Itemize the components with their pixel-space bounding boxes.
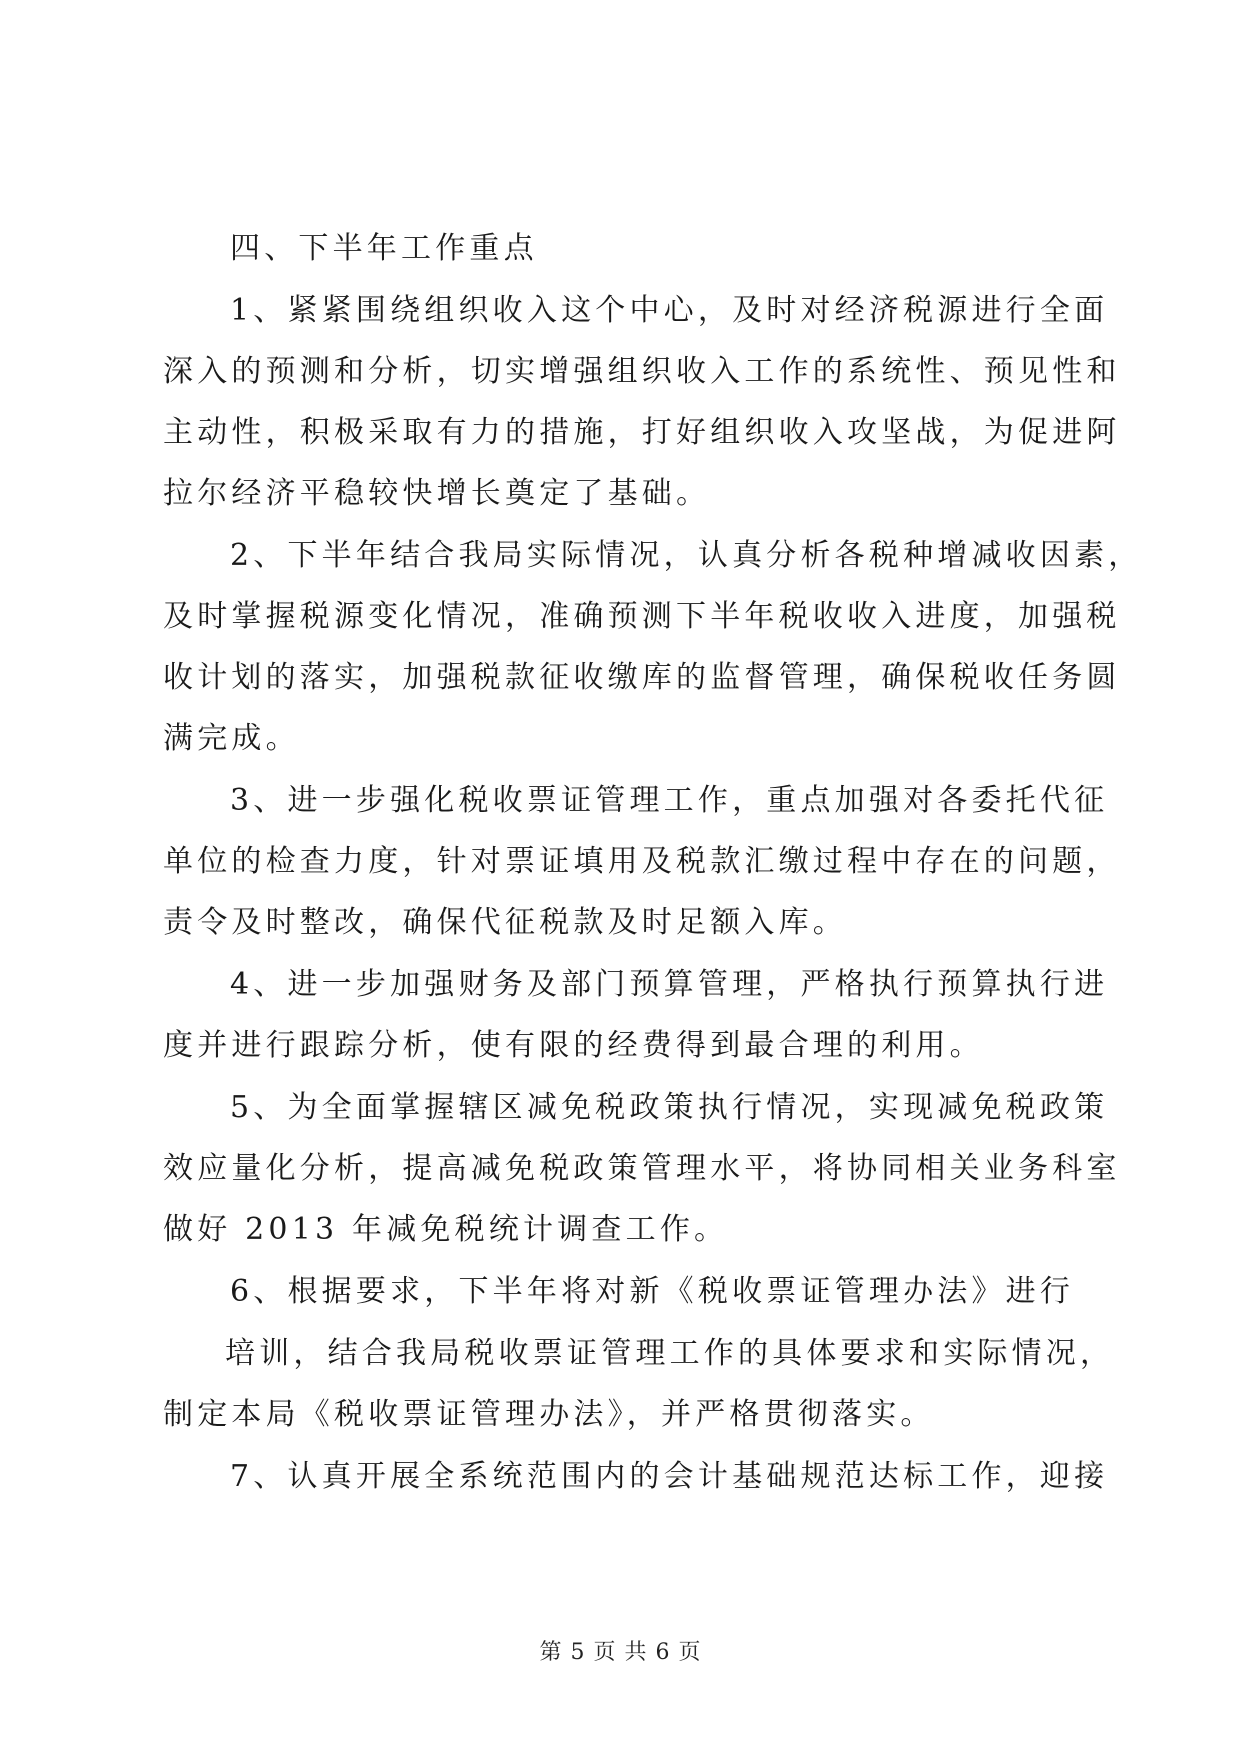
- paragraph-3-line-1: 3、进一步强化税收票证管理工作，重点加强对各委托代征: [230, 783, 1109, 818]
- paragraph-1-line-2: 深入的预测和分析，切实增强组织收入工作的系统性、预见性和: [163, 354, 1121, 389]
- paragraph-1-line-1: 1、紧紧围绕组织收入这个中心，及时对经济税源进行全面: [230, 293, 1109, 328]
- paragraph-7-line-2: 制定本局《税收票证管理办法》，并严格贯彻落实。: [163, 1397, 935, 1432]
- section-heading: 四、下半年工作重点: [230, 231, 538, 266]
- paragraph-3-line-3: 责令及时整改，确保代征税款及时足额入库。: [163, 905, 847, 940]
- page-number-footer: 第 5 页 共 6 页: [539, 1640, 702, 1665]
- paragraph-5-line-2: 效应量化分析，提高减免税政策管理水平，将协同相关业务科室: [163, 1151, 1121, 1186]
- paragraph-5-line-3: 做好 2013 年减免税统计调查工作。: [163, 1212, 729, 1247]
- paragraph-5-line-1: 5、为全面掌握辖区减免税政策执行情况，实现减免税政策: [230, 1090, 1109, 1125]
- paragraph-8-line-1: 7、认真开展全系统范围内的会计基础规范达标工作，迎接: [230, 1459, 1109, 1494]
- paragraph-4-line-2: 度并进行跟踪分析，使有限的经费得到最合理的利用。: [163, 1028, 984, 1063]
- paragraph-4-line-1: 4、进一步加强财务及部门预算管理，严格执行预算执行进: [230, 967, 1109, 1002]
- paragraph-2-line-3: 收计划的落实，加强税款征收缴库的监督管理，确保税收任务圆: [163, 660, 1121, 695]
- paragraph-2-line-1: 2、下半年结合我局实际情况，认真分析各税种增减收因素，: [230, 538, 1143, 573]
- paragraph-3-line-2: 单位的检查力度，针对票证填用及税款汇缴过程中存在的问题，: [163, 844, 1121, 879]
- document-body: [163, 228, 1143, 1498]
- paragraph-2-line-2: 及时掌握税源变化情况，准确预测下半年税收收入进度，加强税: [163, 599, 1121, 634]
- paragraph-6-line-1: 6、根据要求，下半年将对新《税收票证管理办法》进行: [230, 1274, 1075, 1309]
- paragraph-2-line-4: 满完成。: [163, 721, 300, 756]
- paragraph-1-line-3: 主动性，积极采取有力的措施，打好组织收入攻坚战，为促进阿: [163, 415, 1121, 450]
- paragraph-1-line-4: 拉尔经济平稳较快增长奠定了基础。: [163, 476, 711, 511]
- paragraph-7-line-1: 培训，结合我局税收票证管理工作的具体要求和实际情况，: [225, 1336, 1115, 1371]
